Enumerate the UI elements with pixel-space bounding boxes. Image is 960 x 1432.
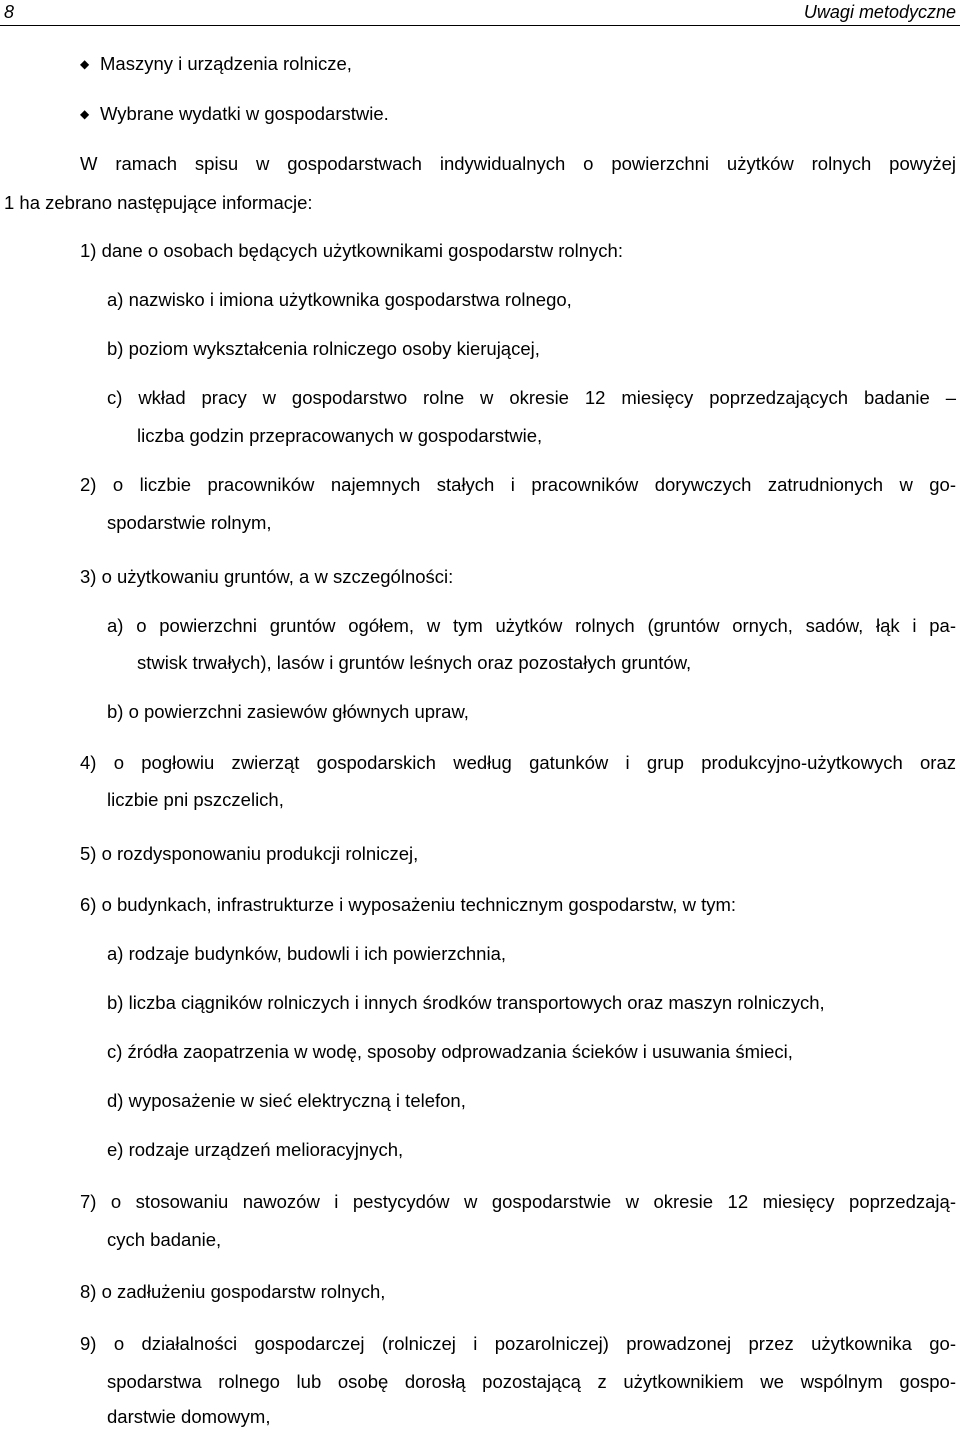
bullet-item: ◆ Wybrane wydatki w gospodarstwie. xyxy=(80,103,389,124)
list-item-6: 6) o budynkach, infrastrukturze i wyposażeniu technicznym gospodarstw, w tym: xyxy=(80,894,737,915)
list-item-4: 4) o pogłowiu zwierząt gospodarskich według gatunków i grup produkcyjno-użytkowych oraz xyxy=(80,752,956,773)
list-item-7-cont: cych badanie, xyxy=(107,1229,222,1250)
list-item-7: 7) o stosowaniu nawozów i pestycydów w gospodarstwie w okresie 12 miesięcy poprzedzają- xyxy=(80,1191,956,1212)
list-item-6e: e) rodzaje urządzeń melioracyjnych, xyxy=(107,1139,404,1160)
page-number: 8 xyxy=(4,2,15,22)
list-item-1a: a) nazwisko i imiona użytkownika gospodarstwa rolnego, xyxy=(107,289,572,310)
list-item-3: 3) o użytkowaniu gruntów, a w szczególności: xyxy=(80,566,454,587)
list-item-6d: d) wyposażenie w sieć elektryczną i telefon, xyxy=(107,1090,466,1111)
list-item-4-cont: liczbie pni pszczelich, xyxy=(107,789,284,810)
intro-line: W ramach spisu w gospodarstwach indywidualnych o powierzchni użytków rolnych powyżej xyxy=(80,153,956,174)
list-item-1c-cont: liczba godzin przepracowanych w gospodarstwie, xyxy=(137,425,543,446)
list-item-5: 5) o rozdysponowaniu produkcji rolniczej, xyxy=(80,843,419,864)
running-title: Uwagi metodyczne xyxy=(803,2,956,22)
list-item-9-cont: spodarstwa rolnego lub osobę dorosłą pozostającą z użytkownikiem we wspólnym gospo- xyxy=(107,1371,956,1392)
list-item-1b: b) poziom wykształcenia rolniczego osoby kierującej, xyxy=(107,338,540,359)
list-item-9-cont: darstwie domowym, xyxy=(107,1406,271,1427)
list-item-6b: b) liczba ciągników rolniczych i innych środków transportowych oraz maszyn rolniczych, xyxy=(107,992,825,1013)
list-item-2: 2) o liczbie pracowników najemnych stałych i pracowników dorywczych zatrudnionych w go- xyxy=(80,474,956,495)
diamond-bullet-icon: ◆ xyxy=(80,57,90,71)
diamond-bullet-icon: ◆ xyxy=(80,107,90,121)
page-header xyxy=(0,0,960,26)
list-item-3b: b) o powierzchni zasiewów głównych upraw, xyxy=(107,701,469,722)
bullet-item: ◆ Maszyny i urządzenia rolnicze, xyxy=(80,53,352,74)
list-item-3a: a) o powierzchni gruntów ogółem, w tym użytków rolnych (gruntów ornych, sadów, łąk i pa- xyxy=(107,615,956,636)
list-item-1c: c) wkład pracy w gospodarstwo rolne w okresie 12 miesięcy poprzedzających badanie – xyxy=(107,387,956,408)
list-item-8: 8) o zadłużeniu gospodarstw rolnych, xyxy=(80,1281,386,1302)
list-item-1: 1) dane o osobach będących użytkownikami gospodarstw rolnych: xyxy=(80,240,623,261)
list-item-6a: a) rodzaje budynków, budowli i ich powierzchnia, xyxy=(107,943,506,964)
list-item-6c: c) źródła zaopatrzenia w wodę, sposoby odprowadzania ścieków i usuwania śmieci, xyxy=(107,1041,793,1062)
list-item-2-cont: spodarstwie rolnym, xyxy=(107,512,272,533)
intro-line: 1 ha zebrano następujące informacje: xyxy=(4,192,313,213)
list-item-3a-cont: stwisk trwałych), lasów i gruntów leśnych oraz pozostałych gruntów, xyxy=(137,652,692,673)
list-item-9: 9) o działalności gospodarczej (rolniczej i pozarolniczej) prowadzonej przez użytkownika go- xyxy=(80,1333,956,1354)
